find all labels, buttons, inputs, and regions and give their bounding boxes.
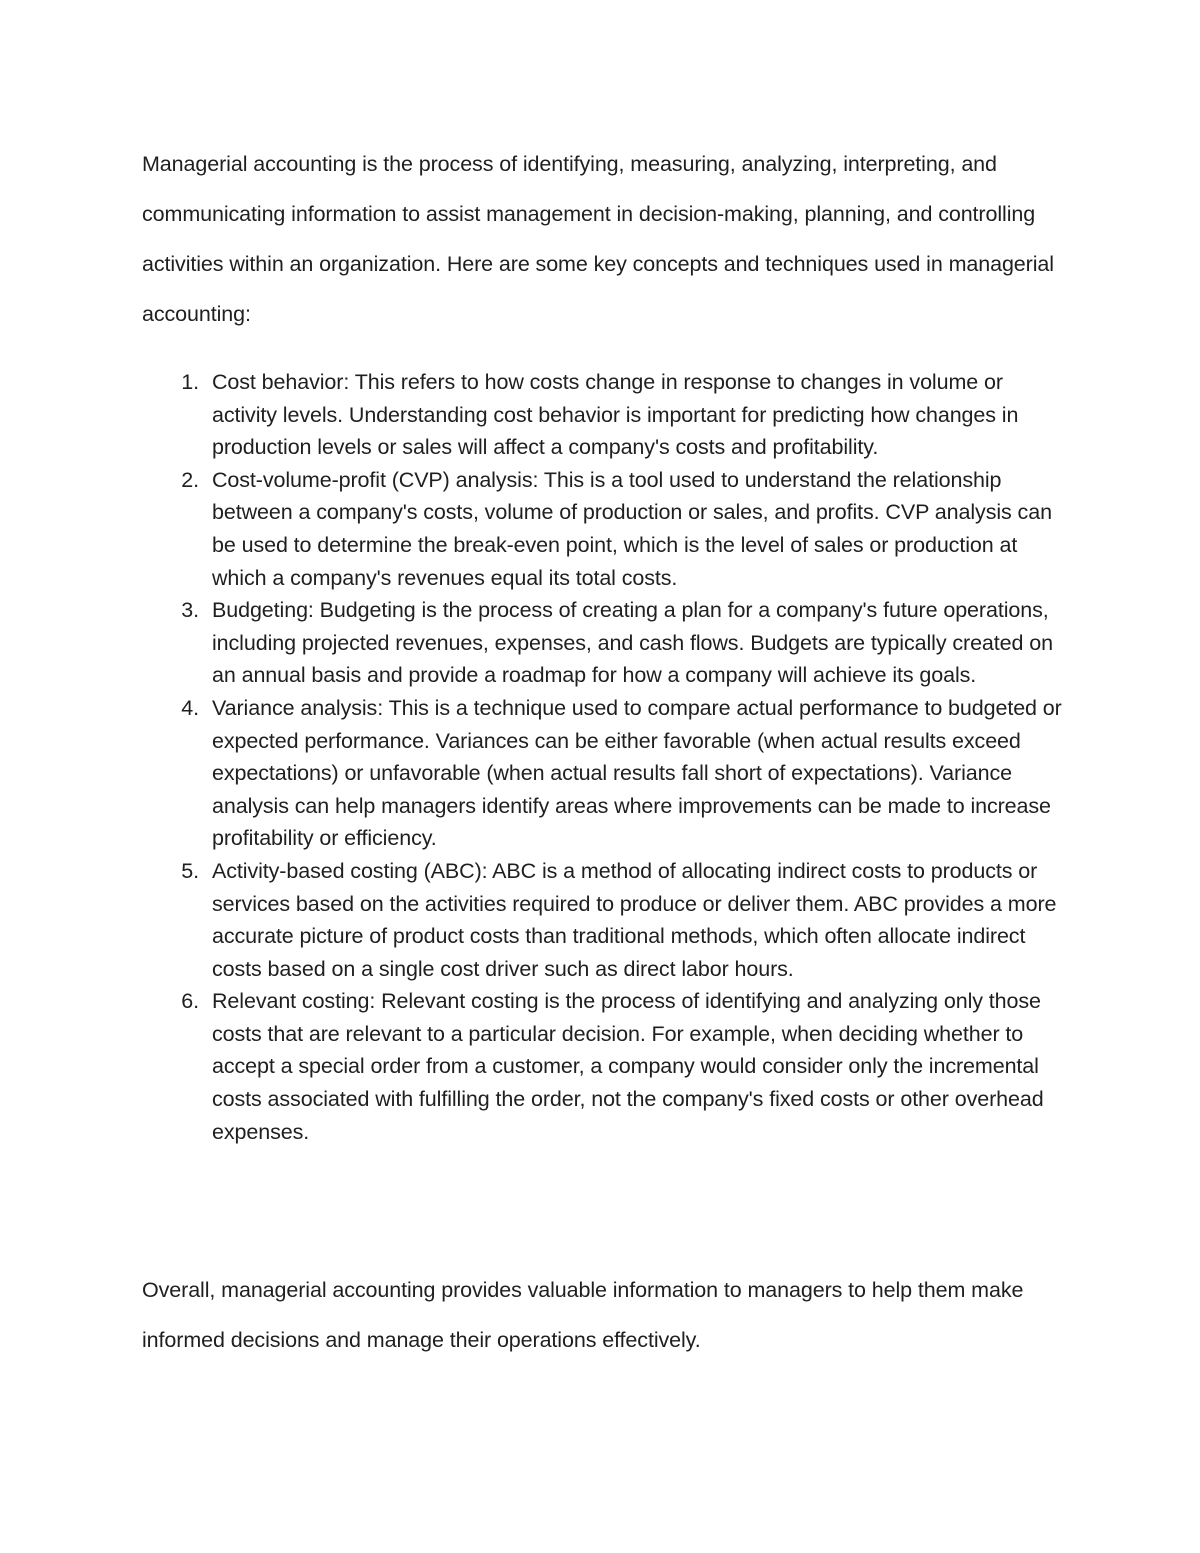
list-item: [142, 366, 1072, 464]
list-item: [142, 594, 1072, 692]
list-item-number: 1.: [181, 370, 199, 394]
list-item: [142, 692, 1072, 855]
conclusion-paragraph: Overall, managerial accounting provides valuable information to managers to help them make informed decisions and manage their operations effectively.: [142, 1278, 1024, 1352]
concepts-list: [142, 366, 1072, 1148]
list-item-number: 5.: [181, 858, 199, 883]
list-item: [142, 464, 1072, 594]
list-item-number: 2.: [181, 467, 199, 492]
list-item-number: 4.: [181, 695, 199, 720]
list-item-number: 3.: [181, 598, 199, 623]
list-item: [142, 985, 1072, 1148]
list-item-text: Budgeting: Budgeting is the process of creating a plan for a company's future operations, including projected revenues, expenses, and cash flows. Budgets are typically created on an annual basis and provide a roadmap for how a company will achieve its goals.: [212, 598, 1053, 688]
list-item-text: Variance analysis: This is a technique used to compare actual performance to budgeted or expected performance. Variances can be either favorable (when actual results exceed expectations) or unfavorable (when actual results fall short of expectations). Variance analysis can help managers identify areas where improvements can be made to increase profitability or efficiency.: [212, 695, 1062, 851]
list-item-text: Cost behavior: This refers to how costs change in response to changes in volume or activity levels. Understanding cost behavior is important for predicting how changes in production levels or sales will affect a company's costs and profitability.: [212, 370, 1019, 460]
list-item-number: 6.: [181, 989, 199, 1014]
list-item-text: Relevant costing: Relevant costing is the process of identifying and analyzing only those costs that are relevant to a particular decision. For example, when deciding whether to accept a special order from a customer, a company would consider only the incremental costs associated with fulfilling the order, not the company's fixed costs or other overhead expenses.: [212, 989, 1044, 1144]
list-item-text: Cost-volume-profit (CVP) analysis: This is a tool used to understand the relationship between a company's costs, volume of production or sales, and profits. CVP analysis can be used to determine the break-even point, which is the level of sales or production at which a company's revenues equal its total costs.: [212, 467, 1052, 590]
intro-paragraph: Managerial accounting is the process of identifying, measuring, analyzing, interpreting, and communicating information to assist management in decision-making, planning, and controlling activities within an organization. Here are some key concepts and techniques used in managerial accounting:: [142, 152, 1054, 326]
list-item-text: Activity-based costing (ABC): ABC is a method of allocating indirect costs to products or services based on the activities required to produce or deliver them. ABC provides a more accurate picture of product costs than traditional methods, which often allocate indirect costs based on a single cost driver such as direct labor hours.: [212, 858, 1057, 981]
list-item: [142, 855, 1072, 985]
